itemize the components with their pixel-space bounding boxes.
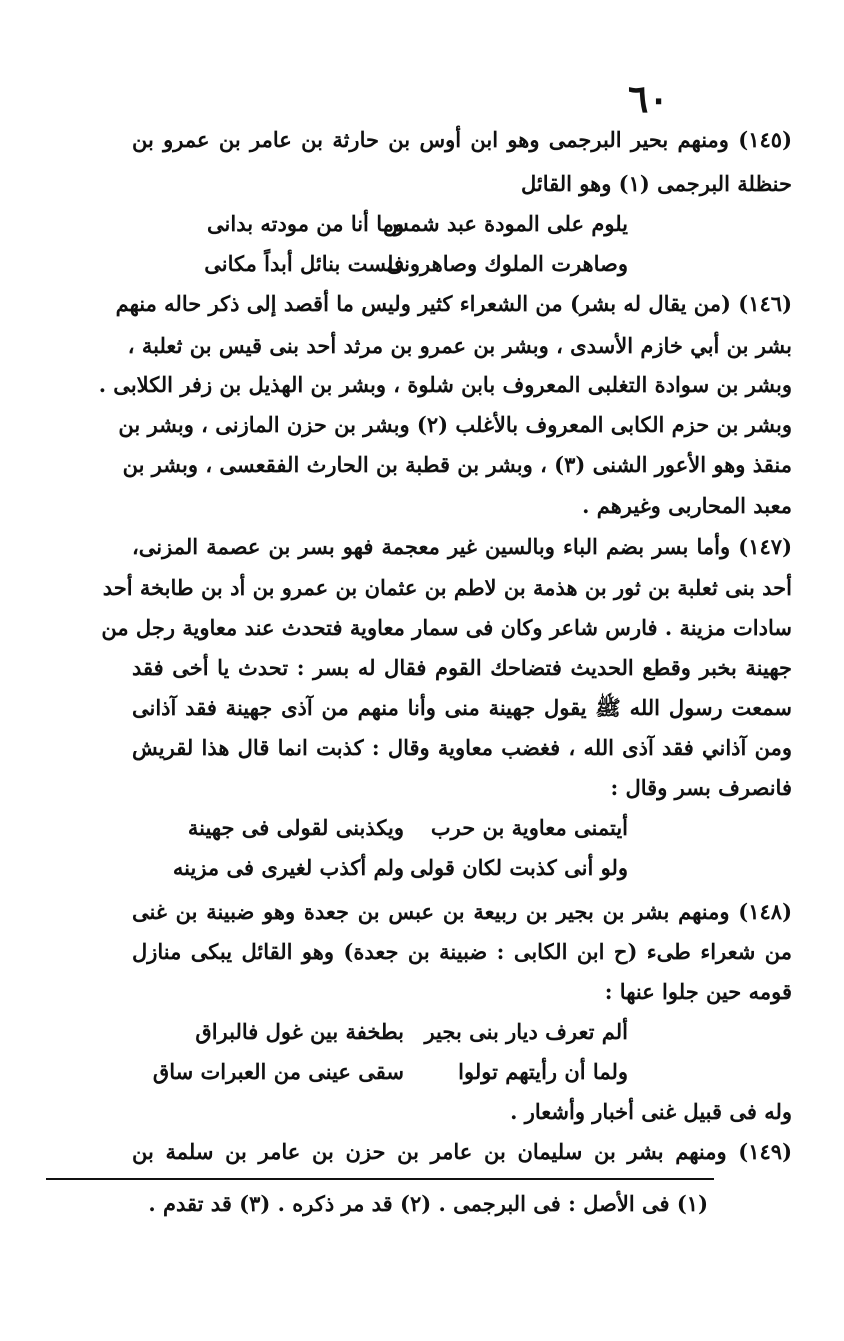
text-line: فانصرف بسر وقال : xyxy=(610,775,792,800)
verse-hemistich: يلوم على المودة عبد شمس xyxy=(383,211,628,236)
text-line: بشر بن أبي خازم الأسدى ، وبشر بن عمرو بن مرثد أحد بنى قيس بن ثعلبة ، xyxy=(127,333,792,358)
text-line: (١٤٥) ومنهم بحير البرجمى وهو ابن أوس بن حارثة بن عامر بن عمرو بن xyxy=(132,127,792,152)
verse-hemistich: أيتمنى معاوية بن حرب xyxy=(430,815,628,840)
text-line: (١٤٧) وأما بسر بضم الباء وبالسين غير معجمة فهو بسر بن عصمة المزنى، xyxy=(132,534,792,559)
page-number: ٦٠ xyxy=(628,76,669,121)
verse-hemistich: ألم تعرف ديار بنى بجير xyxy=(424,1019,628,1044)
footnote-divider xyxy=(46,1178,714,1180)
verse-hemistich: وصاهرت الملوك وصاهرونى xyxy=(386,251,628,276)
text-line: سمعت رسول الله ﷺ يقول جهينة منى وأنا منهم من آذى جهينة فقد آذانى xyxy=(132,695,792,720)
verse-hemistich: فلست بنائل أبداً مكانى xyxy=(204,251,404,276)
text-line: قومه حين جلوا عنها : xyxy=(604,979,792,1004)
text-line: وبشر بن سوادة التغلبى المعروف بابن شلوة ، وبشر بن الهذيل بن زفر الكلابى . xyxy=(98,372,792,397)
verse-hemistich: سقى عينى من العبرات ساق xyxy=(152,1059,404,1084)
verse-hemistich: ولم أكذب لغيرى فى مزينه xyxy=(172,855,404,880)
text-line: وبشر بن حزم الكابى المعروف بالأغلب (٢) وبشر بن حزن المازنى ، وبشر بن xyxy=(118,412,792,437)
footnote: (١) فى الأصل : فى البرجمى . (٢) قد مر ذكره . (٣) قد تقدم . xyxy=(148,1191,708,1216)
text-line: أحد بنى ثعلبة بن ثور بن هذمة بن لاطم بن عثمان بن عمرو بن أد بن طابخة أحد xyxy=(102,575,792,600)
verse-hemistich: ويكذبنى لقولى فى جهينة xyxy=(187,815,404,840)
verse-hemistich: ولو أنى كذبت لكان قولى xyxy=(410,855,628,880)
verse-hemistich: وما أنا من مودته بدانى xyxy=(207,211,404,236)
text-line: وله فى قبيل غنى أخبار وأشعار . xyxy=(510,1099,792,1124)
text-line: سادات مزينة . فارس شاعر وكان فى سمار معاوية فتحدث عند معاوية رجل من xyxy=(101,615,792,640)
text-line: منقذ وهو الأعور الشنى (٣) ، وبشر بن قطبة بن الحارث الفقعسى ، وبشر بن xyxy=(122,452,792,477)
text-line: (١٤٩) ومنهم بشر بن سليمان بن عامر بن حزن بن عامر بن سلمة بن xyxy=(132,1139,792,1164)
text-line: حنظلة البرجمى (١) وهو القائل xyxy=(520,171,792,196)
text-line: معبد المحاربى وغيرهم . xyxy=(582,493,792,518)
verse-hemistich: ولما أن رأيتهم تولوا xyxy=(458,1059,628,1084)
text-line: ومن آذاني فقد آذى الله ، فغضب معاوية وقال : كذبت انما قال هذا لقريش xyxy=(132,735,792,760)
text-line: (١٤٨) ومنهم بشر بن بجير بن ربيعة بن عبس بن جعدة وهو ضبينة بن غنى xyxy=(132,899,792,924)
text-line: جهينة بخبر وقطع الحديث فتضاحك القوم فقال له بسر : تحدث يا أخى فقد xyxy=(132,655,792,680)
verse-hemistich: بطخفة بين غول فالبراق xyxy=(195,1019,404,1044)
text-line: من شعراء طىء (ح ابن الكابى : ضبينة بن جعدة) وهو القائل يبكى منازل xyxy=(132,939,792,964)
text-line: (١٤٦) (من يقال له بشر) من الشعراء كثير وليس ما أقصد إلى ذكر حاله منهم xyxy=(115,291,792,316)
